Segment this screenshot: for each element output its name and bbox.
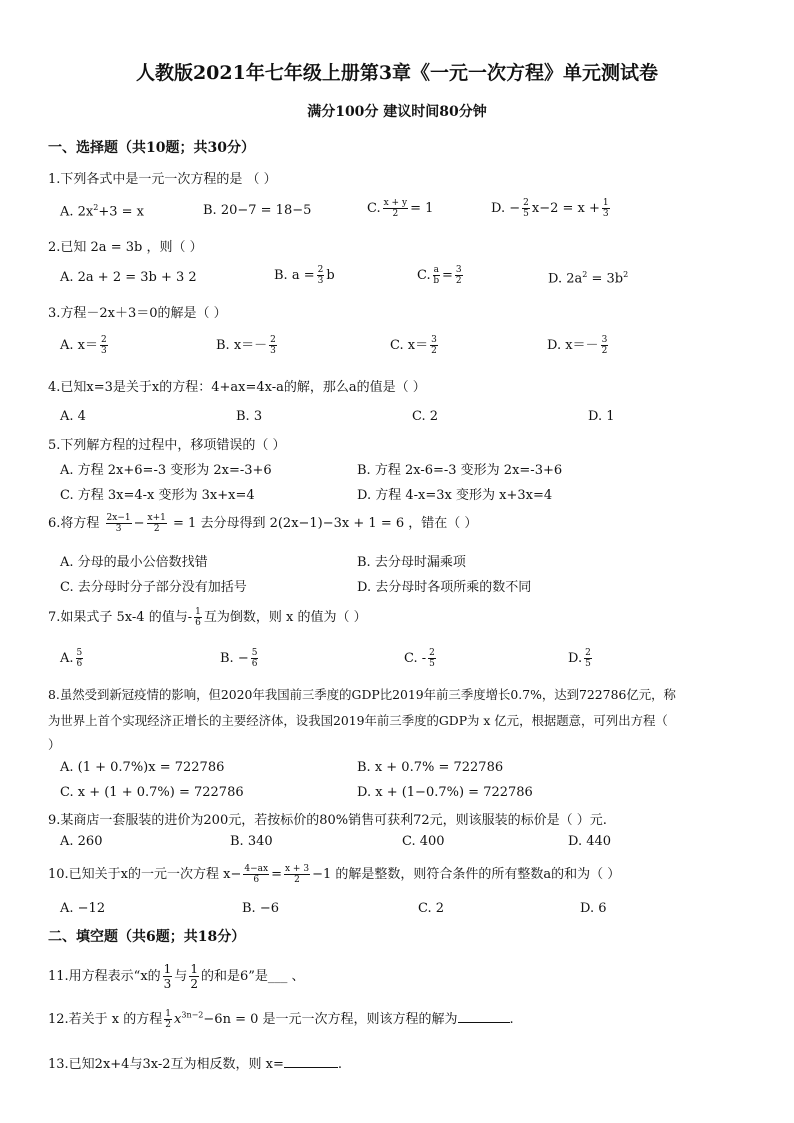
option-d: D. x + (1−0.7%) = 722786 <box>357 785 533 800</box>
option-b: B. x＝－ $\frac{2}{3}$ <box>216 335 276 356</box>
option-b: B. 3 <box>236 409 263 424</box>
question-stem: 12.若关于 x 的方程 $\frac{1}{2}$ $x^{3n-2}-6n = 0$ 是一元一次方程，则该方程的解为 . <box>48 1009 514 1030</box>
page-title: 人教版2021年七年级上册第3章《一元一次方程》单元测试卷 <box>135 62 659 84</box>
question-stem: 10.已知关于x的一元一次方程 x− $\frac{4-ax}{6}$ = $\frac{x + 3}{2}$ −1 的解是整数，则符合条件的所有整数a的和为（ ） <box>48 864 621 885</box>
option-c: C. 400 <box>402 834 445 849</box>
option-c: C. x＝ $\frac{3}{2}$ <box>390 335 437 356</box>
option-c: C. 去分母时分子部分没有加括号 <box>60 580 247 595</box>
answer-blank[interactable] <box>458 1010 510 1023</box>
option-a: A. $2x^2+3 = x$ <box>60 203 145 220</box>
option-c: C. 方程 3x=4-x 变形为 3x+x=4 <box>60 488 255 503</box>
option-b: B. 方程 2x-6=-3 变形为 2x=-3+6 <box>357 463 563 478</box>
question-stem: 1.下列各式中是一元一次方程的是 （ ） <box>48 172 277 187</box>
question-stem: 3.方程－2x＋3＝0的解是（ ） <box>48 306 227 321</box>
option-b: B. 340 <box>230 834 273 849</box>
option-a: A. 分母的最小公倍数找错 <box>60 555 208 570</box>
option-c: C. $\frac{a}{b}$ = $\frac{3}{2}$ <box>417 265 462 286</box>
question-stem: 5.下列解方程的过程中，移项错误的（ ） <box>48 438 286 453</box>
option-a: A. $\frac{5}{6}$ <box>60 648 83 669</box>
option-d: D. $2a^2 = 3b^2$ <box>548 270 629 287</box>
option-a: A. (1 + 0.7%)x = 722786 <box>60 760 225 775</box>
option-b: B. − $\frac{5}{6}$ <box>220 648 258 669</box>
question-stem: 9.某商店一套服装的进价为200元，若按标价的80%销售可获利72元，则该服装的标价是（ ）元. <box>48 813 607 828</box>
option-d: D. − $\frac{2}{5}$ x−2 = x + $\frac{1}{3}$ <box>491 198 609 219</box>
option-c: C. 2 <box>412 409 439 424</box>
option-d: D. x＝－ $\frac{3}{2}$ <box>547 335 608 356</box>
question-stem: 2.已知 2a = 3b ，则（ ） <box>48 240 203 255</box>
option-d: D. 方程 4-x=3x 变形为 x+3x=4 <box>357 488 553 503</box>
question-stem: 13.已知2x+4与3x-2互为相反数，则 x= . <box>48 1057 342 1072</box>
section-heading: 二、填空题（共6题；共18分） <box>48 929 246 945</box>
option-c: C. x + (1 + 0.7%) = 722786 <box>60 785 244 800</box>
question-stem: 8.虽然受到新冠疫情的影响，但2020年我国前三季度的GDP比2019年前三季度增长0.7%，达到722786亿元，称 <box>48 687 676 702</box>
option-b: B. x + 0.7% = 722786 <box>357 760 504 775</box>
option-c: C. 2 <box>418 901 445 916</box>
question-stem: 11.用方程表示“x的 $\frac{1}{3}$ 与 $\frac{1}{2}$ 的和是6”是___ 、 <box>48 962 305 991</box>
question-stem: 4.已知x=3是关于x的方程：4+ax=4x-a的解，那么a的值是（ ） <box>48 380 426 395</box>
question-stem: 7.如果式子 5x-4 的值与- $\frac{1}{6}$ 互为倒数，则 x 的值为（ ） <box>48 607 367 628</box>
option-b: B. 去分母时漏乘项 <box>357 555 466 570</box>
page-subtitle: 满分100分 建议时间80分钟 <box>307 104 487 120</box>
option-b: B. a = $\frac{2}{3}$ b <box>274 265 335 286</box>
answer-blank[interactable] <box>284 1055 338 1068</box>
question-stem: 6.将方程 $\frac{2x-1}{3}$ − $\frac{x+1}{2}$ = 1 去分母得到 2(2x−1)−3x + 1 = 6 ，错在（ ） <box>48 513 478 534</box>
option-d: D. $\frac{2}{5}$ <box>568 648 591 669</box>
question-stem-cont: ） <box>48 737 61 752</box>
option-d: D. 440 <box>568 834 612 849</box>
option-b: B. −6 <box>242 901 279 916</box>
option-a: A. 2a + 2 = 3b + 3 2 <box>60 270 197 285</box>
option-a: A. −12 <box>60 901 106 916</box>
option-c: C. $\frac{x + y}{2}$ = 1 <box>367 198 434 219</box>
option-d: D. 6 <box>580 901 607 916</box>
option-a: A. 260 <box>60 834 103 849</box>
section-heading: 一、选择题（共10题；共30分） <box>48 140 255 156</box>
option-a: A. 4 <box>60 409 86 424</box>
option-c: C. - $\frac{2}{5}$ <box>404 648 435 669</box>
option-b: B. 20−7 = 18−5 <box>203 203 312 218</box>
option-d: D. 去分母时各项所乘的数不同 <box>357 580 532 595</box>
option-a: A. x＝ $\frac{2}{3}$ <box>60 335 107 356</box>
option-d: D. 1 <box>588 409 615 424</box>
question-stem-cont: 为世界上首个实现经济正增长的主要经济体，设我国2019年前三季度的GDP为 x 亿元，根据题意，可列出方程（ <box>48 713 668 728</box>
option-a: A. 方程 2x+6=-3 变形为 2x=-3+6 <box>60 463 272 478</box>
